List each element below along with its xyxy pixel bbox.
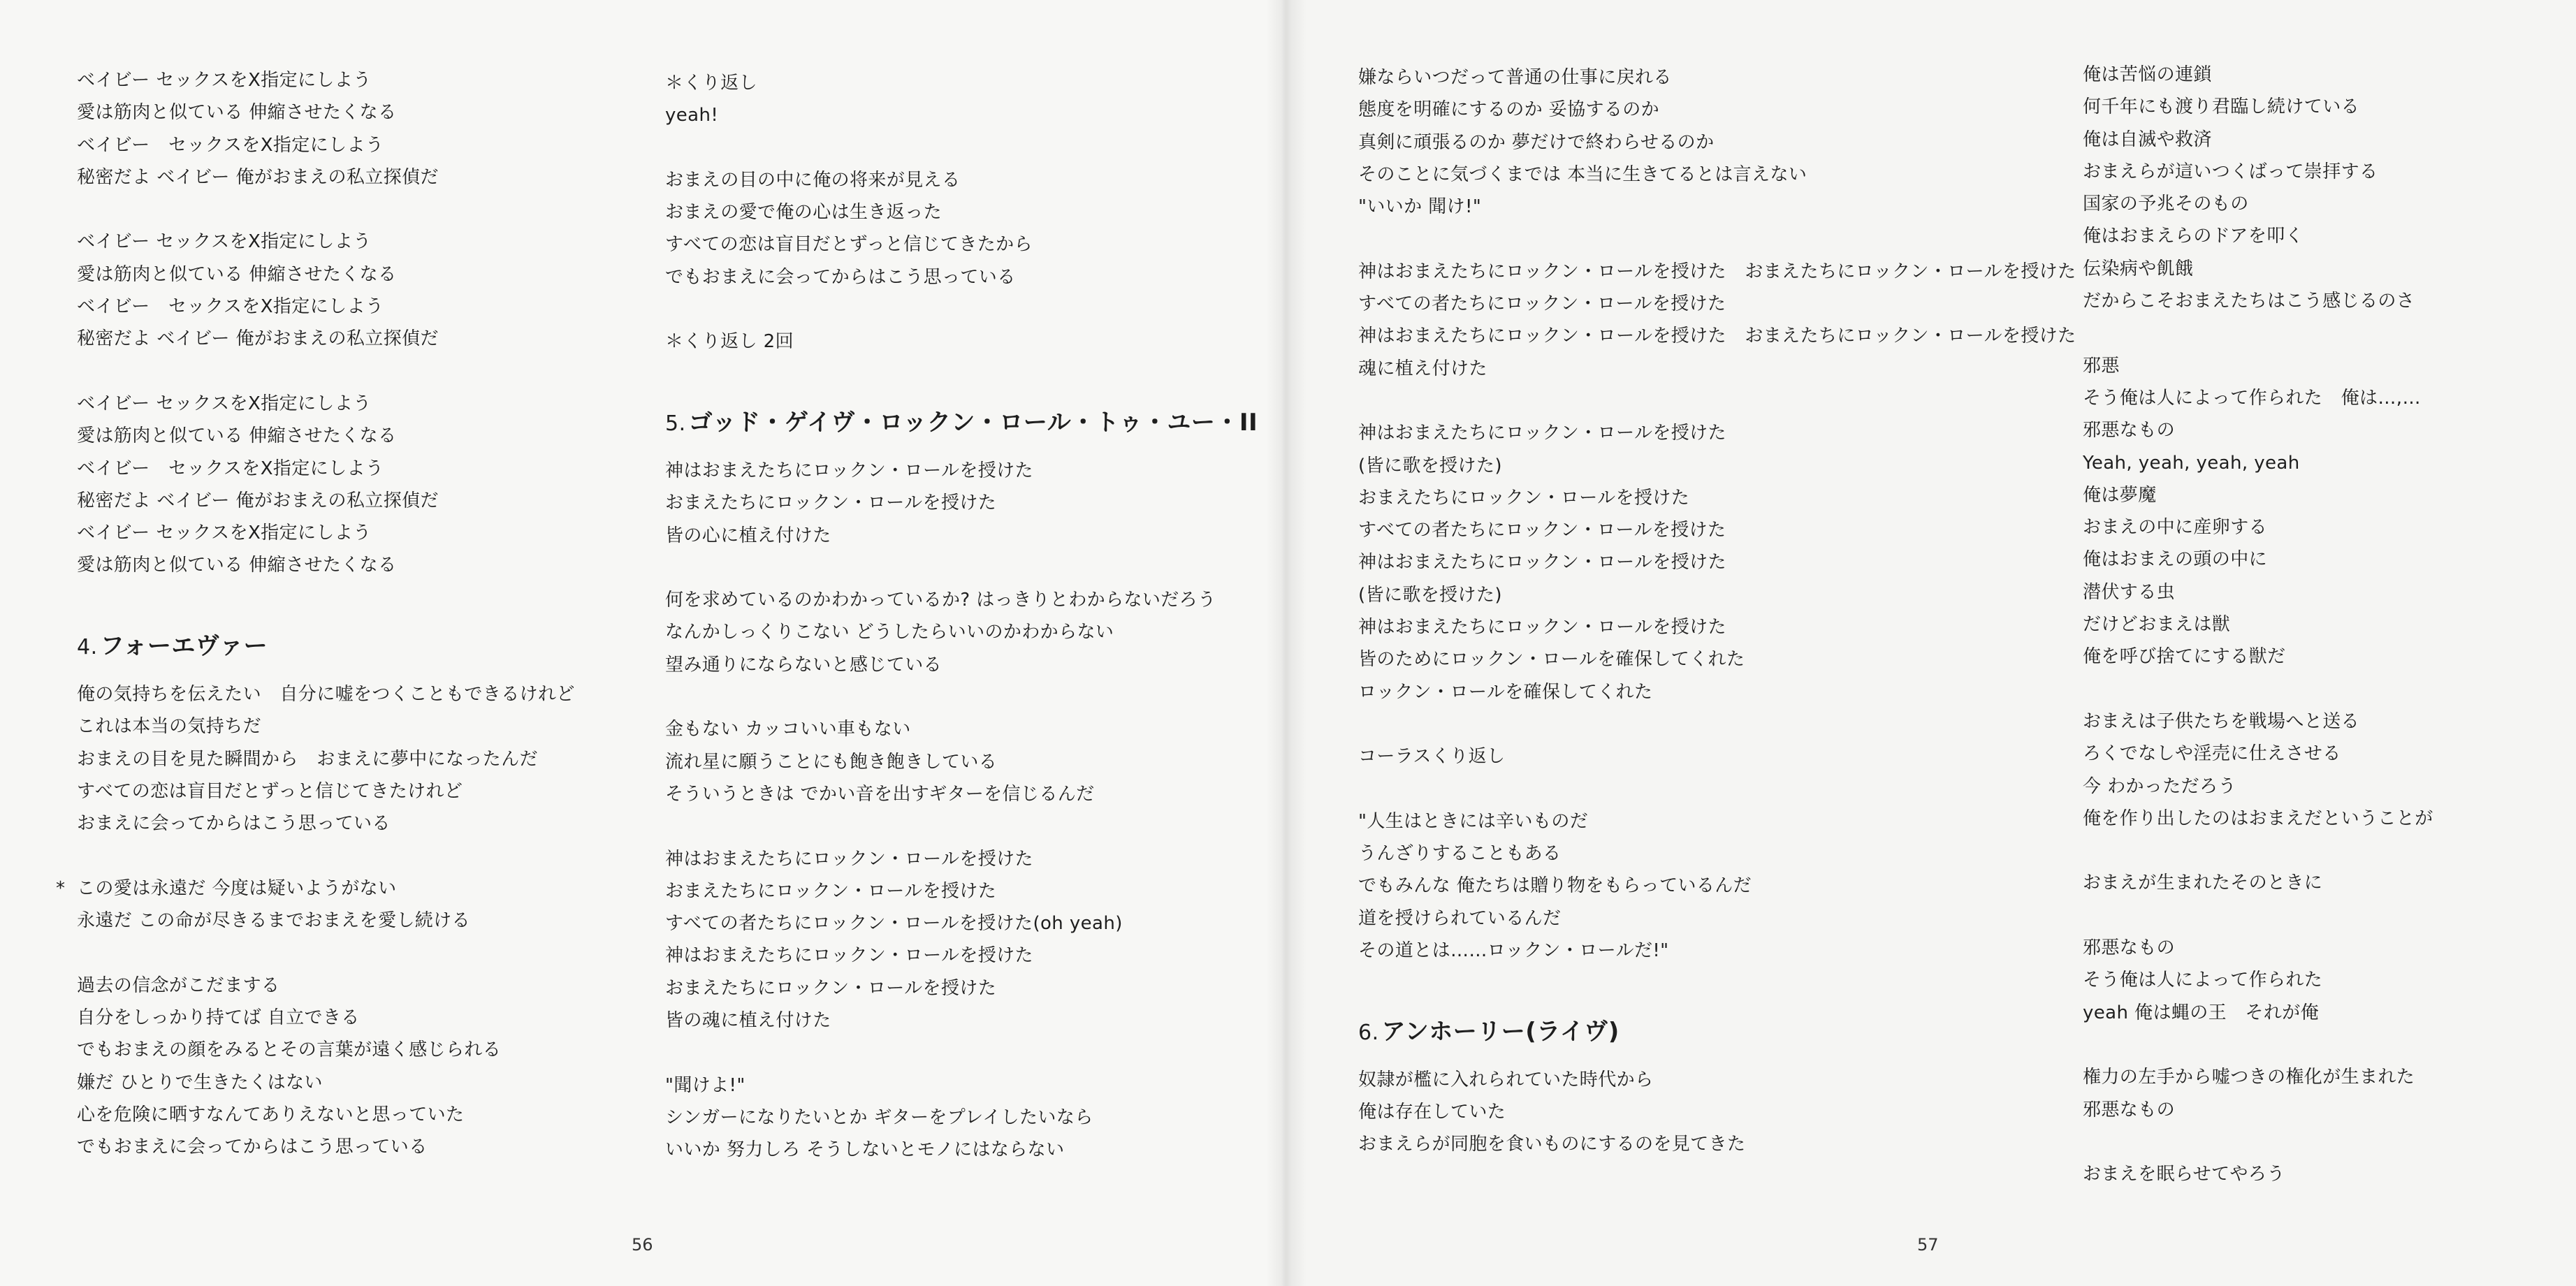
- lyric-line: [2083, 770, 2433, 803]
- lyric-line: [77, 775, 575, 808]
- lyric-text: 邪悪なもの: [2083, 937, 2176, 959]
- lyric-line: [77, 129, 575, 161]
- lyric-line: [2083, 608, 2433, 641]
- song-title-text: アンホーリー(ライヴ): [1381, 1017, 1620, 1046]
- lyric-line: [77, 64, 575, 96]
- lyric-line: [1358, 159, 2076, 191]
- lyric-text: すべての者たちにロックン・ロールを授けた: [1358, 520, 1726, 541]
- lyric-line: [1358, 676, 2076, 708]
- lyric-line: [77, 970, 575, 1002]
- lyric-text: 神はおまえたちにロックン・ロールを授けた: [1358, 617, 1726, 638]
- stanza-break: [2083, 317, 2433, 349]
- lyric-line: [665, 940, 1258, 972]
- lyric-line: [56, 872, 575, 905]
- stanza-break: [77, 356, 575, 388]
- lyric-line: [77, 291, 575, 323]
- refrain-marker: *: [56, 877, 66, 899]
- lyric-line: [77, 549, 575, 581]
- lyric-text: でもおまえに会ってからはこう思っている: [77, 1137, 428, 1158]
- lyric-line: [77, 453, 575, 485]
- lyric-text: すべての者たちにロックン・ロールを授けた(oh yeah): [665, 913, 1123, 935]
- lyric-line: [77, 710, 575, 743]
- lyric-line: [665, 520, 1258, 552]
- lyric-text: おまえたちにロックン・ロールを授けた: [665, 492, 997, 514]
- right-column-2: [2083, 59, 2433, 1190]
- lyric-line: [2083, 124, 2433, 156]
- song-title-text: フォーエヴァー: [100, 632, 268, 661]
- lyric-line: [2083, 447, 2433, 479]
- lyric-line: [2083, 91, 2433, 123]
- lyric-line: [77, 808, 575, 840]
- lyric-text: 秘密だよ ベイビー 俺がおまえの私立探偵だ: [77, 166, 439, 188]
- lyric-line: [2083, 188, 2433, 220]
- lyric-line: [1358, 1096, 2076, 1128]
- lyric-line: [665, 261, 1258, 293]
- song-title: [1358, 1000, 2076, 1064]
- lyric-text: 秘密だよ ベイビー 俺がおまえの私立探偵だ: [77, 490, 439, 511]
- lyric-text: ベイビー セックスをX指定にしよう: [77, 70, 372, 91]
- lyric-line: [2083, 932, 2433, 964]
- lyric-line: [1358, 353, 2076, 385]
- lyric-line: [1358, 514, 2076, 546]
- lyric-line: [2083, 576, 2433, 608]
- stanza-break: [2083, 1126, 2433, 1158]
- lyric-text: そう俺は人によって作られた 俺は…,…: [2083, 387, 2421, 409]
- lyric-line: [665, 875, 1258, 907]
- lyric-text: 望み通りにならないと感じている: [665, 654, 943, 675]
- song-number: 6.: [1358, 1020, 1379, 1045]
- lyric-text: でもおまえの顔をみるとその言葉が遠く感じられる: [77, 1039, 502, 1061]
- lyric-line: [1358, 805, 2076, 838]
- lyric-line: [665, 746, 1258, 778]
- stanza-break: [1358, 385, 2076, 417]
- lyric-text: おまえを眠らせてやろう: [2083, 1164, 2285, 1185]
- lyric-line: [665, 713, 1258, 745]
- lyric-text: 何千年にも渡り君臨し続けている: [2083, 96, 2360, 118]
- lyric-line: [665, 1004, 1258, 1037]
- lyric-text: そのことに気づくまでは 本当に生きてるとは言えない: [1358, 163, 1807, 185]
- lyric-text: ベイビー セックスをX指定にしよう: [77, 523, 372, 544]
- stanza-break: [2083, 900, 2433, 932]
- lyric-text: 道を授けられているんだ: [1358, 907, 1562, 929]
- lyric-line: [77, 258, 575, 291]
- lyric-text: 俺は苦悩の連鎖: [2083, 64, 2212, 85]
- lyric-text: yeah 俺は蝿の王 それが俺: [2083, 1002, 2320, 1023]
- lyric-line: [665, 487, 1258, 519]
- lyric-line: [1358, 870, 2076, 902]
- lyric-text: 嫌ならいつだって普通の仕事に戻れる: [1358, 67, 1672, 88]
- lyric-text: 神はおまえたちにロックン・ロールを授けた: [665, 460, 1033, 481]
- lyric-text: "人生はときには辛いものだ: [1358, 810, 1589, 832]
- stanza-break: [665, 358, 1258, 390]
- lyric-text: おまえの中に産卵する: [2083, 517, 2268, 539]
- lyric-text: シンガーになりたいとか ギターをプレイしたいなら: [665, 1106, 1093, 1128]
- lyric-text: 皆の魂に植え付けた: [665, 1010, 831, 1032]
- lyric-line: [2083, 350, 2433, 382]
- lyric-line: [2083, 543, 2433, 576]
- lyric-line: [665, 616, 1258, 648]
- lyric-line: [77, 485, 575, 517]
- lyric-text: この愛は永遠だ 今度は疑いようがない: [77, 877, 397, 899]
- book-gutter-shadow: [1266, 0, 1307, 1286]
- lyric-line: [77, 1067, 575, 1099]
- lyric-line: [77, 1131, 575, 1163]
- lyric-line: [1358, 838, 2076, 870]
- lyric-text: 過去の信念がこだまする: [77, 974, 280, 996]
- lyric-line: [77, 323, 575, 355]
- lyric-line: [1358, 611, 2076, 643]
- lyric-text: 愛は筋肉と似ている 伸縮させたくなる: [77, 425, 397, 447]
- lyric-line: [2083, 156, 2433, 188]
- lyric-text: だからこそおまえたちはこう感じるのさ: [2083, 291, 2415, 312]
- lyric-text: おまえらが同胞を食いものにするのを見てきた: [1358, 1134, 1746, 1155]
- lyric-line: [2083, 964, 2433, 996]
- lyric-text: いいか 努力しろ そうしないとモノにはならない: [665, 1139, 1065, 1161]
- lyric-text: 愛は筋肉と似ている 伸縮させたくなる: [77, 263, 397, 285]
- lyric-text: 俺の気持ちを伝えたい 自分に嘘をつくこともできるけれど: [77, 684, 575, 706]
- lyric-line: [1358, 288, 2076, 320]
- lyric-line: [1358, 126, 2076, 159]
- lyric-line: [2083, 220, 2433, 252]
- lyric-text: おまえに会ってからはこう思っている: [77, 813, 391, 835]
- lyric-line: [665, 778, 1258, 810]
- lyric-text: ろくでなしや淫売に仕えさせる: [2083, 743, 2341, 765]
- lyric-text: 俺は夢魔: [2083, 484, 2157, 506]
- lyric-line: [77, 1002, 575, 1034]
- lyric-line: [2083, 867, 2433, 899]
- lyric-text: 金もない カッコいい車もない: [665, 719, 911, 740]
- lyric-line: [1358, 546, 2076, 578]
- lyric-text: 心を危険に晒すなんてありえないと思っていた: [77, 1104, 465, 1125]
- lyric-text: 邪悪なもの: [2083, 420, 2176, 441]
- lyric-text: "聞けよ!": [665, 1074, 745, 1096]
- lyric-text: 権力の左手から嘘つきの権化が生まれた: [2083, 1067, 2415, 1088]
- lyric-line: [1358, 94, 2076, 126]
- lyric-line: [665, 584, 1258, 616]
- stanza-break: [77, 582, 575, 614]
- lyric-line: [665, 67, 1258, 99]
- lyric-text: 俺は自滅や救済: [2083, 129, 2212, 150]
- lyric-text: これは本当の気持ちだ: [77, 716, 262, 738]
- lyric-line: [665, 455, 1258, 487]
- lyric-text: おまえの愛で俺の心は生き返った: [665, 202, 943, 224]
- lyric-line: [77, 420, 575, 452]
- lyric-line: [2083, 59, 2433, 91]
- stanza-break: [77, 193, 575, 226]
- lyric-text: おまえが生まれたそのときに: [2083, 872, 2323, 894]
- lyric-line: [665, 196, 1258, 228]
- page-number-right: 57: [1917, 1235, 1939, 1255]
- lyric-line: [1358, 643, 2076, 675]
- song-number: 5.: [665, 411, 686, 436]
- lyric-text: 国家の予兆そのもの: [2083, 193, 2249, 215]
- lyric-text: おまえたちにロックン・ロールを授けた: [1358, 487, 1690, 509]
- lyric-text: おまえは子供たちを戦場へと送る: [2083, 710, 2360, 732]
- lyric-line: [1358, 256, 2076, 288]
- lyric-text: 神はおまえたちにロックン・ロールを授けた: [1358, 423, 1726, 444]
- lyric-line: [2083, 1061, 2433, 1093]
- lyric-text: 俺は存在していた: [1358, 1101, 1506, 1123]
- lyric-text: 秘密だよ ベイビー 俺がおまえの私立探偵だ: [77, 328, 439, 350]
- lyric-text: 皆の心に植え付けた: [665, 525, 831, 546]
- lyric-text: ロックン・ロールを確保してくれた: [1358, 681, 1653, 703]
- lyric-text: 邪悪なもの: [2083, 1099, 2176, 1120]
- lyric-text: "いいか 聞け!": [1358, 196, 1482, 218]
- lyric-text: 俺はおまえの頭の中に: [2083, 549, 2268, 571]
- lyric-line: [1358, 417, 2076, 449]
- lyric-text: ベイビー セックスをX指定にしよう: [77, 231, 372, 253]
- stanza-break: [2083, 835, 2433, 867]
- lyric-line: [2083, 706, 2433, 738]
- lyric-line: [2083, 1094, 2433, 1126]
- lyric-text: すべての者たちにロックン・ロールを授けた: [1358, 293, 1726, 315]
- lyric-line: [77, 743, 575, 775]
- lyric-line: [77, 905, 575, 937]
- song-title: [77, 614, 575, 678]
- lyric-line: [1358, 935, 2076, 967]
- lyric-line: [665, 1069, 1258, 1102]
- lyric-text: その道とは……ロックン・ロールだ!": [1358, 940, 1669, 962]
- lyric-text: 神はおまえたちにロックン・ロールを授けた: [665, 848, 1033, 870]
- lyric-text: そういうときは でかい音を出すギターを信じるんだ: [665, 783, 1095, 805]
- lyric-line: [77, 1034, 575, 1066]
- lyric-line: [665, 99, 1258, 131]
- lyric-line: [77, 678, 575, 710]
- lyric-text: でもおまえに会ってからはこう思っている: [665, 266, 1016, 288]
- lyric-text: 流れ星に願うことにも飽き飽きしている: [665, 751, 998, 773]
- lyric-text: すべての恋は盲目だとずっと信じてきたから: [665, 234, 1033, 256]
- lyric-line: [2083, 285, 2433, 317]
- lyric-text: 今 わかっただろう: [2083, 775, 2236, 797]
- lyric-line: [77, 161, 575, 193]
- lyric-line: [1358, 903, 2076, 935]
- lyric-text: 俺はおまえらのドアを叩く: [2083, 226, 2304, 247]
- lyric-text: (皆に歌を授けた): [1358, 584, 1502, 606]
- stanza-break: [2083, 1029, 2433, 1061]
- lyric-line: [2083, 1158, 2433, 1190]
- lyric-text: おまえの目を見た瞬間から おまえに夢中になったんだ: [77, 748, 539, 770]
- lyric-text: 奴隷が檻に入れられていた時代から: [1358, 1069, 1654, 1090]
- lyric-text: ベイビー セックスをX指定にしよう: [77, 134, 384, 156]
- lyric-text: 潜伏する虫: [2083, 581, 2176, 603]
- lyric-line: [77, 388, 575, 420]
- lyric-text: 伝染病や飢餓: [2083, 258, 2194, 279]
- lyric-text: 邪悪: [2083, 355, 2120, 377]
- lyric-line: [665, 649, 1258, 681]
- stanza-break: [1358, 708, 2076, 740]
- lyric-text: なんかしっくりこない どうしたらいいのかわからない: [665, 622, 1114, 643]
- lyric-text: 態度を明確にするのか 妥協するのか: [1358, 99, 1660, 121]
- lyric-text: yeah!: [665, 105, 719, 126]
- lyric-line: [2083, 738, 2433, 770]
- lyric-text: 永遠だ この命が尽きるまでおまえを愛し続ける: [77, 910, 471, 932]
- lyric-text: 真剣に頑張るのか 夢だけで終わらせるのか: [1358, 131, 1715, 153]
- lyric-line: [2083, 803, 2433, 835]
- lyric-text: 何を求めているのかわかっているか? はっきりとわからないだろう: [665, 590, 1216, 611]
- lyric-line: [665, 1102, 1258, 1134]
- lyric-line: [665, 843, 1258, 875]
- page-number-left: 56: [632, 1235, 653, 1255]
- stanza-break: [1358, 773, 2076, 805]
- song-title-text: ゴッド・ゲイヴ・ロックン・ロール・トゥ・ユー・II: [688, 408, 1258, 437]
- stanza-break: [77, 840, 575, 872]
- lyric-line: [77, 226, 575, 258]
- stanza-break: [665, 132, 1258, 164]
- lyric-line: [665, 228, 1258, 261]
- stanza-break: [665, 681, 1258, 713]
- lyric-text: おまえたちにロックン・ロールを授けた: [665, 880, 997, 902]
- stanza-break: [665, 810, 1258, 842]
- right-column-1: [1358, 61, 2076, 1161]
- stanza-break: [665, 552, 1258, 584]
- lyric-text: でもみんな 俺たちは贈り物をもらっているんだ: [1358, 875, 1752, 897]
- song-number: 4.: [77, 635, 98, 660]
- lyric-text: うんざりすることもある: [1358, 843, 1562, 865]
- lyric-text: 皆のためにロックン・ロールを確保してくれた: [1358, 649, 1745, 671]
- lyric-text: 愛は筋肉と似ている 伸縮させたくなる: [77, 102, 397, 124]
- left-column-2: [665, 67, 1258, 1167]
- lyric-text: ベイビー セックスをX指定にしよう: [77, 393, 372, 414]
- lyric-text: 俺を作り出したのはおまえだということが: [2083, 808, 2433, 829]
- left-column-1: [56, 64, 575, 1164]
- lyric-line: [1358, 320, 2076, 352]
- lyric-text: おまえたちにロックン・ロールを授けた: [665, 977, 997, 999]
- right-page: [1283, 0, 2576, 1286]
- lyric-line: [2083, 253, 2433, 285]
- lyric-text: (皆に歌を授けた): [1358, 455, 1502, 476]
- lyric-text: 魂に植え付けた: [1358, 358, 1487, 379]
- lyric-text: そう俺は人によって作られた: [2083, 970, 2323, 991]
- stanza-break: [1358, 223, 2076, 255]
- stanza-break: [1358, 967, 2076, 999]
- lyric-text: コーラスくり返し: [1358, 746, 1506, 768]
- lyric-line: [1358, 482, 2076, 514]
- lyric-line: [1358, 450, 2076, 482]
- lyric-text: 神はおまえたちにロックン・ロールを授けた おまえたちにロックン・ロールを授けた: [1358, 326, 2076, 347]
- lyric-text: 俺を呼び捨てにする獣だ: [2083, 646, 2286, 668]
- lyric-text: 嫌だ ひとりで生きたくはない: [77, 1072, 323, 1093]
- stanza-break: [665, 293, 1258, 326]
- lyric-line: [2083, 414, 2433, 446]
- lyric-line: [77, 517, 575, 549]
- lyric-text: すべての恋は盲目だとずっと信じてきたけれど: [77, 780, 463, 802]
- lyric-line: [2083, 511, 2433, 543]
- stanza-break: [665, 1037, 1258, 1069]
- song-title: [665, 390, 1258, 455]
- lyric-line: [2083, 641, 2433, 673]
- lyric-line: [2083, 382, 2433, 414]
- lyric-line: [665, 326, 1258, 358]
- lyric-text: ベイビー セックスをX指定にしよう: [77, 296, 384, 318]
- lyric-text: 自分をしっかり持てば 自立できる: [77, 1007, 360, 1029]
- stanza-break: [77, 937, 575, 969]
- lyric-line: [665, 1134, 1258, 1166]
- lyric-line: [2083, 479, 2433, 511]
- lyric-line: [1358, 740, 2076, 773]
- lyric-line: [665, 164, 1258, 196]
- lyric-text: 神はおまえたちにロックン・ロールを授けた おまえたちにロックン・ロールを授けた: [1358, 261, 2076, 282]
- lyric-text: 愛は筋肉と似ている 伸縮させたくなる: [77, 555, 397, 576]
- lyric-text: ベイビー セックスをX指定にしよう: [77, 458, 384, 479]
- lyric-text: おまえらが這いつくばって崇拝する: [2083, 161, 2378, 182]
- lyric-text: 神はおまえたちにロックン・ロールを授けた: [1358, 552, 1726, 573]
- lyric-text: おまえの目の中に俺の将来が見える: [665, 169, 961, 191]
- lyric-line: [1358, 191, 2076, 223]
- lyric-line: [77, 96, 575, 129]
- lyric-text: 神はおまえたちにロックン・ロールを授けた: [665, 945, 1033, 967]
- lyric-line: [665, 972, 1258, 1004]
- lyric-text: だけどおまえは獣: [2083, 614, 2231, 636]
- lyric-line: [77, 1099, 575, 1131]
- lyric-text: ＊くり返し 2回: [665, 331, 794, 353]
- lyric-line: [2083, 997, 2433, 1029]
- lyric-line: [1358, 579, 2076, 611]
- lyric-line: [665, 907, 1258, 940]
- lyric-text: ＊くり返し: [665, 73, 758, 94]
- lyric-line: [1358, 61, 2076, 94]
- lyric-line: [1358, 1064, 2076, 1096]
- stanza-break: [2083, 673, 2433, 706]
- lyric-line: [1358, 1128, 2076, 1160]
- lyric-text: Yeah, yeah, yeah, yeah: [2083, 452, 2300, 474]
- left-page: [0, 0, 1283, 1286]
